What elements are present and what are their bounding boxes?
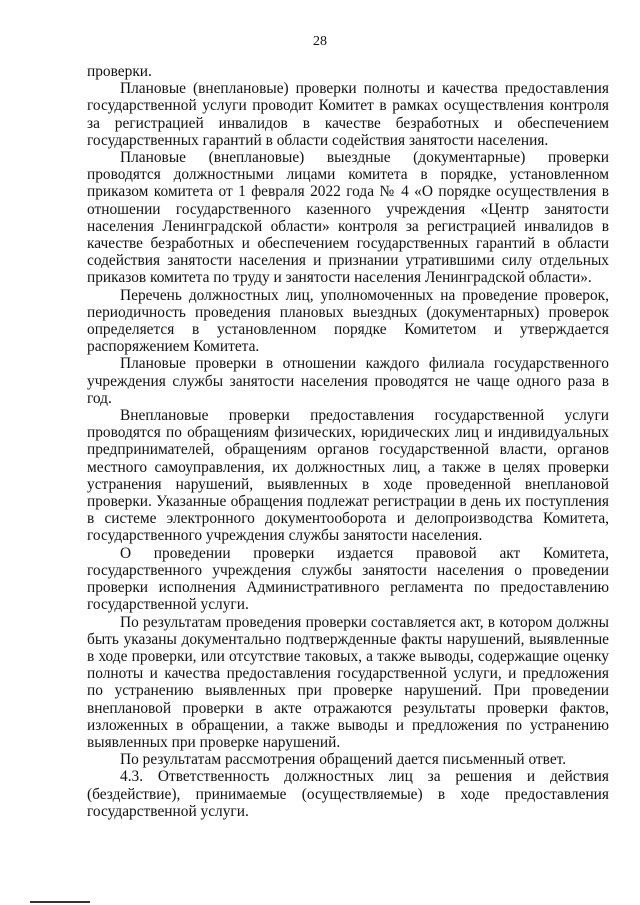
page-number: 28: [313, 34, 327, 49]
paragraph: По результатам рассмотрения обращений дается письменный ответ.: [120, 751, 567, 769]
paragraph: Плановые (внеплановые) проверки полноты и качества предоставления государственной услуги проводит Комитет в рамках осуществления контроля за регистрацией инвалидов в качестве безработных и обеспечением государственных гарантий в области содействия занятости населения.: [87, 80, 609, 149]
paragraph: О проведении проверки издается правовой акт Комитета, государственного учреждения службы занятости населения о проведении проверки исполнения Административного регламента по предоставлению государственной услуги.: [87, 544, 609, 614]
paragraph: Плановые проверки в отношении каждого филиала государственного учреждения службы занятости населения проводятся не чаще одного раза в год.: [87, 355, 609, 407]
section-heading: 4.3. Ответственность должностных лиц за решения и действия (бездействие), принимаемые (осуществляемые) в ходе предоставления государственной услуги.: [87, 768, 609, 820]
paragraph: Перечень должностных лиц, уполномоченных на проведение проверок, периодичность проведения плановых выездных (документарных) проверок определяется в установленном порядке Комитетом и утверждается распоряжением Комитета.: [87, 286, 609, 356]
paragraph-continuation: проверки.: [87, 63, 152, 80]
paragraph: По результатам проведения проверки составляется акт, в котором должны быть указаны документально подтвержденные факты нарушений, выявленные в ходе проверки, или отсутствие таковых, а также выводы, содержащие оценку полноты и качества предоставления государственной услуги, и предложения по устранению выявленных при проверке нарушений. При проведении внеплановой проверки в акте отражаются результаты проверки фактов, изложенных в обращении, а также выводы и предложения по устранению выявленных при проверке нарушений.: [87, 613, 609, 751]
paragraph: Плановые (внеплановые) выездные (документарные) проверки проводятся должностными лицами комитета в порядке, установленном приказом комитета от 1 февраля 2022 года № 4 «О порядке осуществления в отношении государственного казенного учреждения «Центр занятости населения Ленинградской области» контроля за регистрацией инвалидов в качестве безработных и обеспечением государственных гарантий в области содействия занятости населения и признании утратившими силу отдельных приказов комитета по труду и занятости населения Ленинградской области».: [87, 149, 609, 287]
document-body: [87, 63, 609, 820]
scan-edge-mark: [30, 901, 90, 903]
paragraph: Внеплановые проверки предоставления государственной услуги проводятся по обращениям физических, юридических лиц и индивидуальных предпринимателей, обращениям органов государственной власти, органов местного самоуправления, их должностных лиц, а также в целях проверки устранения нарушений, выявленных в ходе проведенной внеплановой проверки. Указанные обращения подлежат регистрации в день их поступления в системе электронного документооборота и делопроизводства Комитета, государственного учреждения службы занятости населения.: [87, 407, 609, 545]
